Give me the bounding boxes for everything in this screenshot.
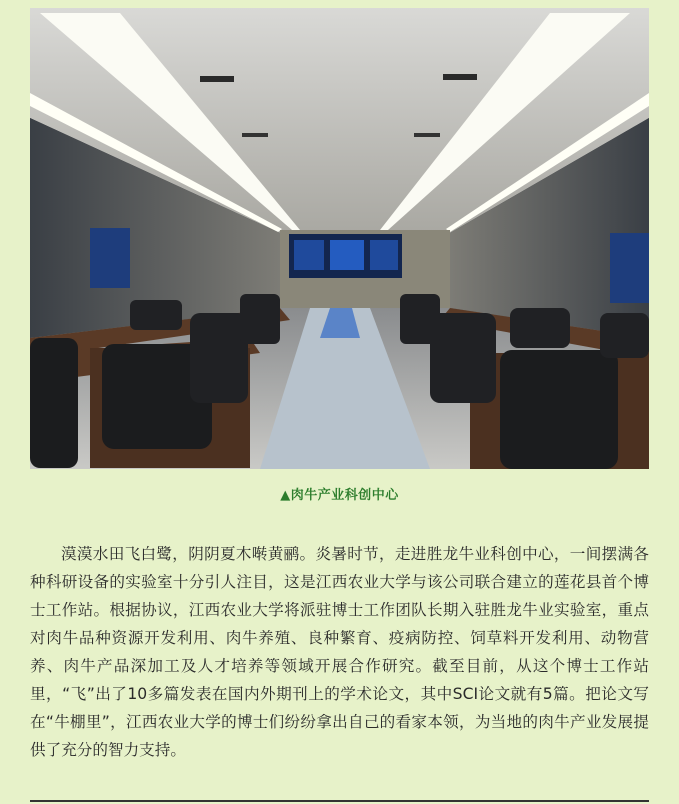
- photo-caption: ▲肉牛产业科创中心: [280, 488, 399, 503]
- section-divider: [30, 800, 649, 802]
- article-paragraph: 漠漠水田飞白鹭，阴阴夏木啭黄鹂。炎暑时节，走进胜龙牛业科创中心，一间摆满各种科研设备的实验室十分引人注目，这是江西农业大学与该公司联合建立的莲花县首个博士工作站。根据协议，江西农业大学将派驻博士工作团队长期入驻胜龙牛业实验室，重点对肉牛品种资源开发利用、肉牛养殖、良种繁育、疫病防控、饲草料开发利用、动物营养、肉牛产品深加工及人才培养等领域开展合作研究。截至目前，从这个博士工作站里，“飞”出了10多篇发表在国内外期刊上的学术论文，其中SCI论文就有5篇。把论文写在“牛棚里”，江西农业大学的博士们纷纷拿出自己的看家本领，为当地的肉牛产业发展提供了充分的智力支持。: [30, 545, 649, 759]
- conference-room-photo: [30, 8, 649, 469]
